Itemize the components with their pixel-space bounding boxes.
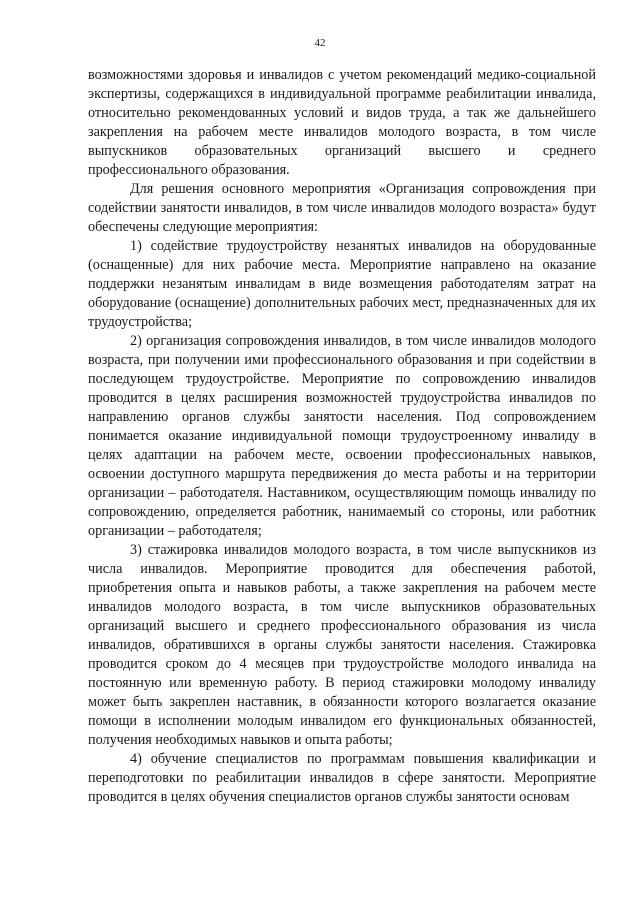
page-number: 42 — [314, 37, 326, 49]
list-item-3: 3) стажировка инвалидов молодого возраста, в том числе выпускников из числа инвалидов. Мероприятие проводится для обеспечения работой, приобретения опыта и навыков работы, а также закрепления на рабочем месте инвалидов молодого возраста, в том числе выпускников образовательных организаций высшего и среднего профессионального образования из числа инвалидов, обратившихся в органы службы занятости населения. Стажировка проводится сроком до 4 месяцев при трудоустройстве молодого инвалида на постоянную или временную работу. В период стажировки молодому инвалиду может быть закреплен наставник, в обязанности которого возлагается оказание помощи в исполнении молодым инвалидом его функциональных обязанностей, получения необходимых навыков и опыта работы; — [88, 542, 596, 748]
document-body — [88, 66, 596, 807]
list-item-4: 4) обучение специалистов по программам повышения квалификации и переподготовки по реабилитации инвалидов в сфере занятости. Мероприятие проводится в целях обучения специалистов органов службы занятости основам — [88, 751, 596, 805]
paragraph-continuation: возможностями здоровья и инвалидов с учетом рекомендаций медико-социальной экспертизы, содержащихся в индивидуальной программе реабилитации инвалида, относительно рекомендованных условий и видов труда, а так же дальнейшего закрепления на рабочем месте инвалидов молодого возраста, в том числе выпускников образовательных организаций высшего и среднего профессионального образования. — [88, 67, 596, 178]
paragraph-intro: Для решения основного мероприятия «Организация сопровождения при содействии занятости инвалидов, в том числе инвалидов молодого возраста» будут обеспечены следующие мероприятия: — [88, 181, 596, 235]
list-item-1: 1) содействие трудоустройству незанятых инвалидов на оборудованные (оснащенные) для них рабочие места. Мероприятие направлено на оказание поддержки незанятым инвалидам в виде возмещения работодателям затрат на оборудование (оснащение) дополнительных рабочих мест, предназначенных для их трудоустройства; — [88, 238, 596, 330]
list-item-2: 2) организация сопровождения инвалидов, в том числе инвалидов молодого возраста, при получении ими профессионального образования и при содействии в последующем трудоустройстве. Мероприятие по сопровождению инвалидов проводится в целях расширения возможностей трудоустройства инвалидов по направлению органов службы занятости населения. Под сопровождением понимается оказание индивидуальной помощи трудоустроенному инвалиду в целях адаптации на рабочем месте, освоении профессиональных навыков, освоении доступного маршрута передвижения до места работы и на территории организации – работодателя. Наставником, осуществляющим помощь инвалиду по сопровождению, определяется работник, нанимаемый со стороны, или работник организации – работодателя; — [88, 333, 596, 539]
